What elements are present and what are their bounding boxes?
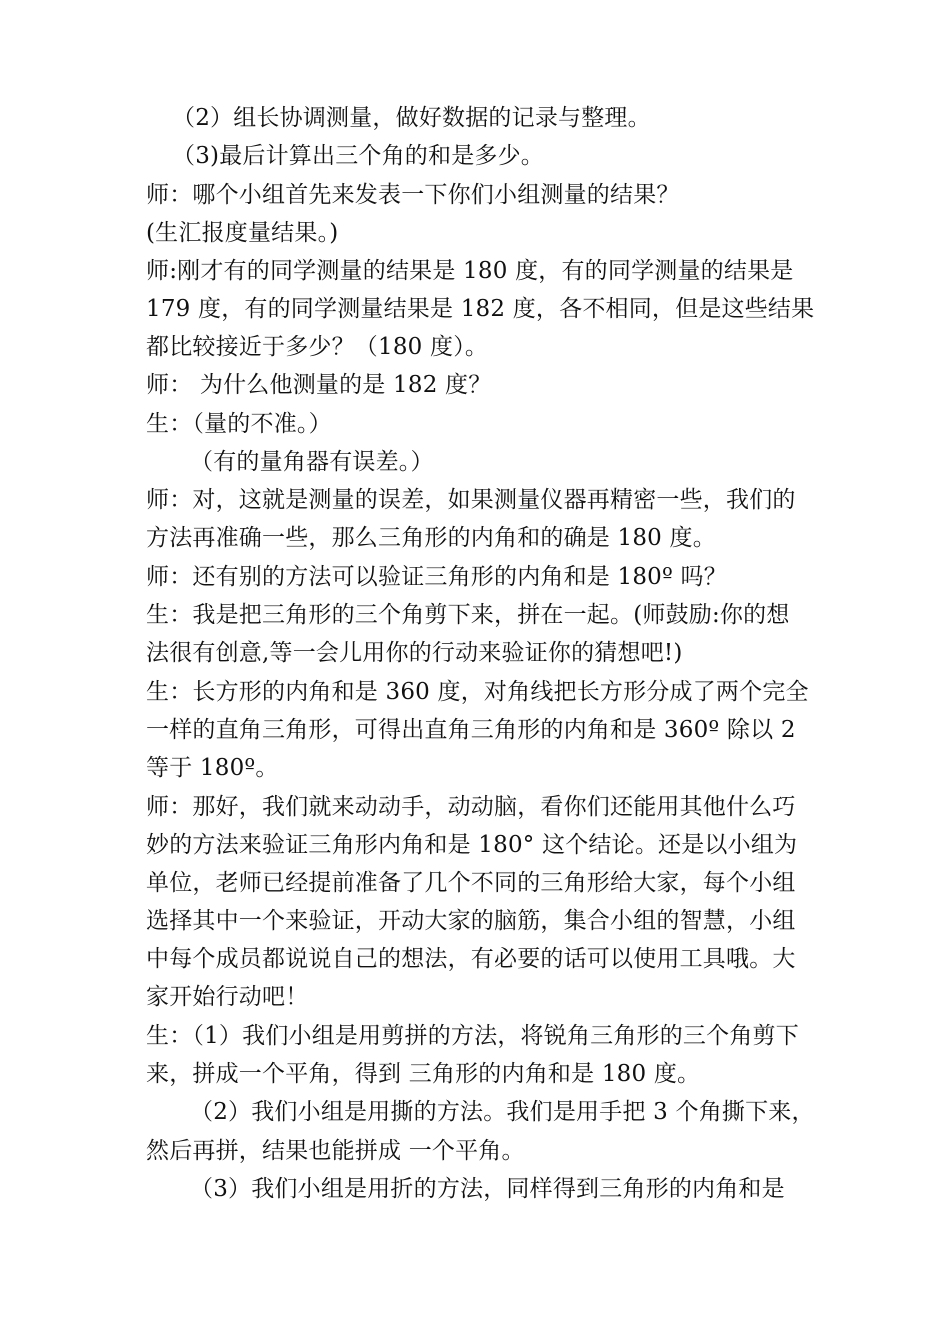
text-line: （3)最后计算出三个角的和是多少。 (172, 143, 545, 169)
text-line: （2）我们小组是用撕的方法。我们是用手把 3 个角撕下来， (190, 1099, 815, 1125)
text-line: 方法再准确一些，那么三角形的内角和的确是 180 度。 (146, 525, 716, 551)
text-line: （2）组长协调测量，做好数据的记录与整理。 (172, 105, 651, 131)
text-line: 师：那好，我们就来动动手，动动脑，看你们还能用其他什么巧 (146, 794, 796, 820)
text-line: 都比较接近于多少？（180 度）。 (146, 334, 489, 360)
text-line: 一样的直角三角形，可得出直角三角形的内角和是 360º 除以 2 (146, 717, 796, 743)
text-line: 选择其中一个来验证，开动大家的脑筋，集合小组的智慧，小组 (146, 908, 796, 934)
text-line: 师：对，这就是测量的误差，如果测量仪器再精密一些，我们的 (146, 487, 796, 513)
text-line: 然后再拼，结果也能拼成 一个平角。 (146, 1138, 525, 1164)
text-line: 师:刚才有的同学测量的结果是 180 度，有的同学测量的结果是 (146, 258, 794, 284)
text-line: 生：长方形的内角和是 360 度，对角线把长方形分成了两个完全 (146, 679, 809, 705)
text-line: （3）我们小组是用折的方法，同样得到三角形的内角和是 (190, 1176, 785, 1202)
text-line: (生汇报度量结果。) (146, 220, 339, 246)
text-line: （有的量角器有误差。） (190, 449, 434, 475)
text-line: 中每个成员都说说自己的想法，有必要的话可以使用工具哦。大 (146, 946, 796, 972)
text-line: 等于 180º。 (146, 755, 279, 781)
text-line: 单位，老师已经提前准备了几个不同的三角形给大家，每个小组 (146, 870, 796, 896)
text-line: 生：（量的不准。） (146, 411, 332, 437)
text-line: 家开始行动吧！ (146, 984, 309, 1010)
text-line: 师：还有别的方法可以验证三角形的内角和是 180º 吗？ (146, 564, 727, 590)
text-line: 生：（1）我们小组是用剪拼的方法，将锐角三角形的三个角剪下 (146, 1023, 799, 1049)
text-line: 师： 为什么他测量的是 182 度？ (146, 372, 492, 398)
text-line: 来，拼成一个平角，得到 三角形的内角和是 180 度。 (146, 1061, 701, 1087)
text-line: 179 度，有的同学测量结果是 182 度，各不相同，但是这些结果 (146, 296, 815, 322)
text-line: 法很有创意,等一会儿用你的行动来验证你的猜想吧!) (146, 640, 683, 666)
text-line: 师：哪个小组首先来发表一下你们小组测量的结果？ (146, 182, 680, 208)
text-line: 生：我是把三角形的三个角剪下来，拼在一起。(师鼓励:你的想 (146, 602, 790, 628)
text-line: 妙的方法来验证三角形内角和是 180° 这个结论。还是以小组为 (146, 832, 798, 858)
